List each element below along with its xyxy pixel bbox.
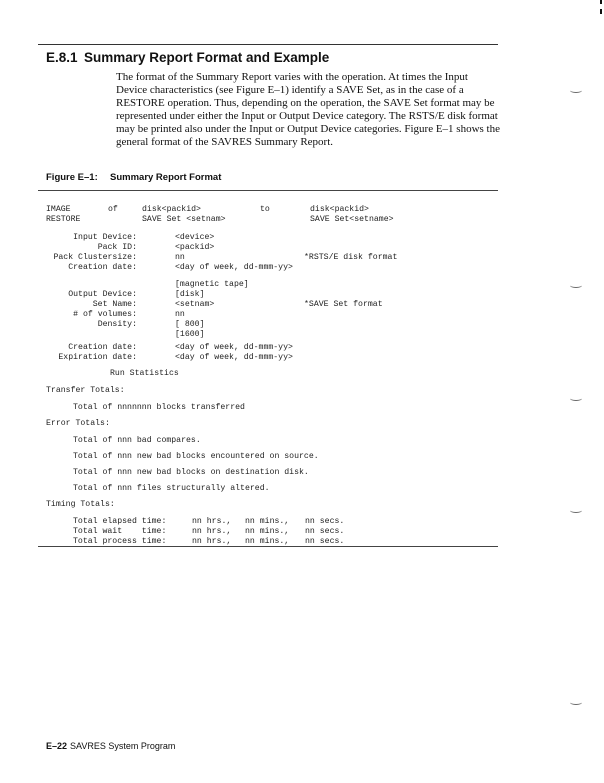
margin-mark — [570, 283, 582, 288]
timing-label: Total elapsed time: — [73, 517, 167, 526]
timing-mins: nn mins., — [245, 527, 290, 536]
header-cell: SAVE Set <setnam> — [142, 215, 226, 224]
figure-caption — [46, 172, 221, 183]
field-value: nn — [175, 310, 185, 319]
field-value: nn — [175, 253, 185, 262]
margin-mark — [570, 508, 582, 513]
field-value: [ 800] — [175, 320, 205, 329]
field-label: Input Device: — [73, 233, 137, 242]
figure-top-rule — [38, 190, 498, 191]
timing-label: Total wait time: — [73, 527, 167, 536]
field-label: Density: — [97, 320, 137, 329]
field-label: Pack Clustersize: — [53, 253, 137, 262]
error-line: Total of nnn new bad blocks on destination disk. — [73, 468, 309, 477]
timing-hrs: nn hrs., — [192, 527, 232, 536]
section-number: E.8.1 — [46, 50, 78, 65]
field-value: <packid> — [175, 243, 215, 252]
field-label: Expiration date: — [58, 353, 137, 362]
timing-secs: nn secs. — [305, 527, 345, 536]
transfer-totals-heading: Transfer Totals: — [46, 386, 125, 395]
field-note: *SAVE Set format — [304, 300, 383, 309]
field-label: Set Name: — [92, 300, 137, 309]
header-cell: to — [260, 205, 270, 214]
timing-hrs: nn hrs., — [192, 517, 232, 526]
header-cell: of — [108, 205, 118, 214]
footer-title: SAVRES System Program — [70, 741, 176, 751]
margin-mark — [570, 700, 582, 705]
field-label: # of volumes: — [73, 310, 137, 319]
field-value: <day of week, dd-mmm-yy> — [175, 263, 293, 272]
timing-secs: nn secs. — [305, 537, 345, 546]
header-cell: disk<packid> — [142, 205, 201, 214]
field-value: <device> — [175, 233, 215, 242]
figure-number: Figure E–1: — [46, 172, 98, 183]
section-title: Summary Report Format and Example — [84, 50, 330, 65]
margin-mark — [570, 88, 582, 93]
field-value: <day of week, dd-mmm-yy> — [175, 343, 293, 352]
field-note: *RSTS/E disk format — [304, 253, 398, 262]
field-label: Output Device: — [68, 290, 137, 299]
field-value: [magnetic tape] — [175, 280, 249, 289]
header-cell: RESTORE — [46, 215, 81, 224]
timing-mins: nn mins., — [245, 517, 290, 526]
error-line: Total of nnn files structurally altered. — [73, 484, 270, 493]
field-label: Creation date: — [68, 263, 137, 272]
error-line: Total of nnn bad compares. — [73, 436, 201, 445]
header-cell: SAVE Set<setname> — [310, 215, 394, 224]
page-number: E–22 — [46, 741, 68, 751]
field-value: <day of week, dd-mmm-yy> — [175, 353, 293, 362]
section-paragraph: The format of the Summary Report varies with the operation. At times the Input Device characteristics (see Figure E–1) identify a SAVE Set, as in the case of a RESTORE operation. Thus, depending on the operation, the SAVE Set format may be represented under either the Input or Output Device category. The RSTS/E disk format may be printed also under the Input or Output Device categories. Figure E–1 shows the general format of the SAVRES Summary Report. — [116, 71, 500, 148]
error-totals-heading: Error Totals: — [46, 419, 110, 428]
timing-mins: nn mins., — [245, 537, 290, 546]
header-cell: IMAGE — [46, 205, 71, 214]
scan-edge-mark — [600, 0, 602, 4]
error-line: Total of nnn new bad blocks encountered on source. — [73, 452, 319, 461]
scan-edge-mark — [600, 9, 602, 14]
header-cell: disk<packid> — [310, 205, 369, 214]
transfer-line: Total of nnnnnnn blocks transferred — [73, 403, 245, 412]
timing-hrs: nn hrs., — [192, 537, 232, 546]
margin-mark — [570, 396, 582, 401]
top-rule — [38, 44, 498, 45]
figure-bottom-rule — [38, 546, 498, 547]
timing-label: Total process time: — [73, 537, 167, 546]
timing-totals-heading: Timing Totals: — [46, 500, 115, 509]
figure-title: Summary Report Format — [110, 172, 222, 183]
section-heading — [46, 50, 329, 65]
field-value: [disk] — [175, 290, 205, 299]
field-value: [1600] — [175, 330, 205, 339]
field-label: Pack ID: — [97, 243, 137, 252]
run-statistics-heading: Run Statistics — [110, 369, 179, 378]
page-footer — [46, 741, 175, 751]
field-label: Creation date: — [68, 343, 137, 352]
field-value: <setnam> — [175, 300, 215, 309]
timing-secs: nn secs. — [305, 517, 345, 526]
